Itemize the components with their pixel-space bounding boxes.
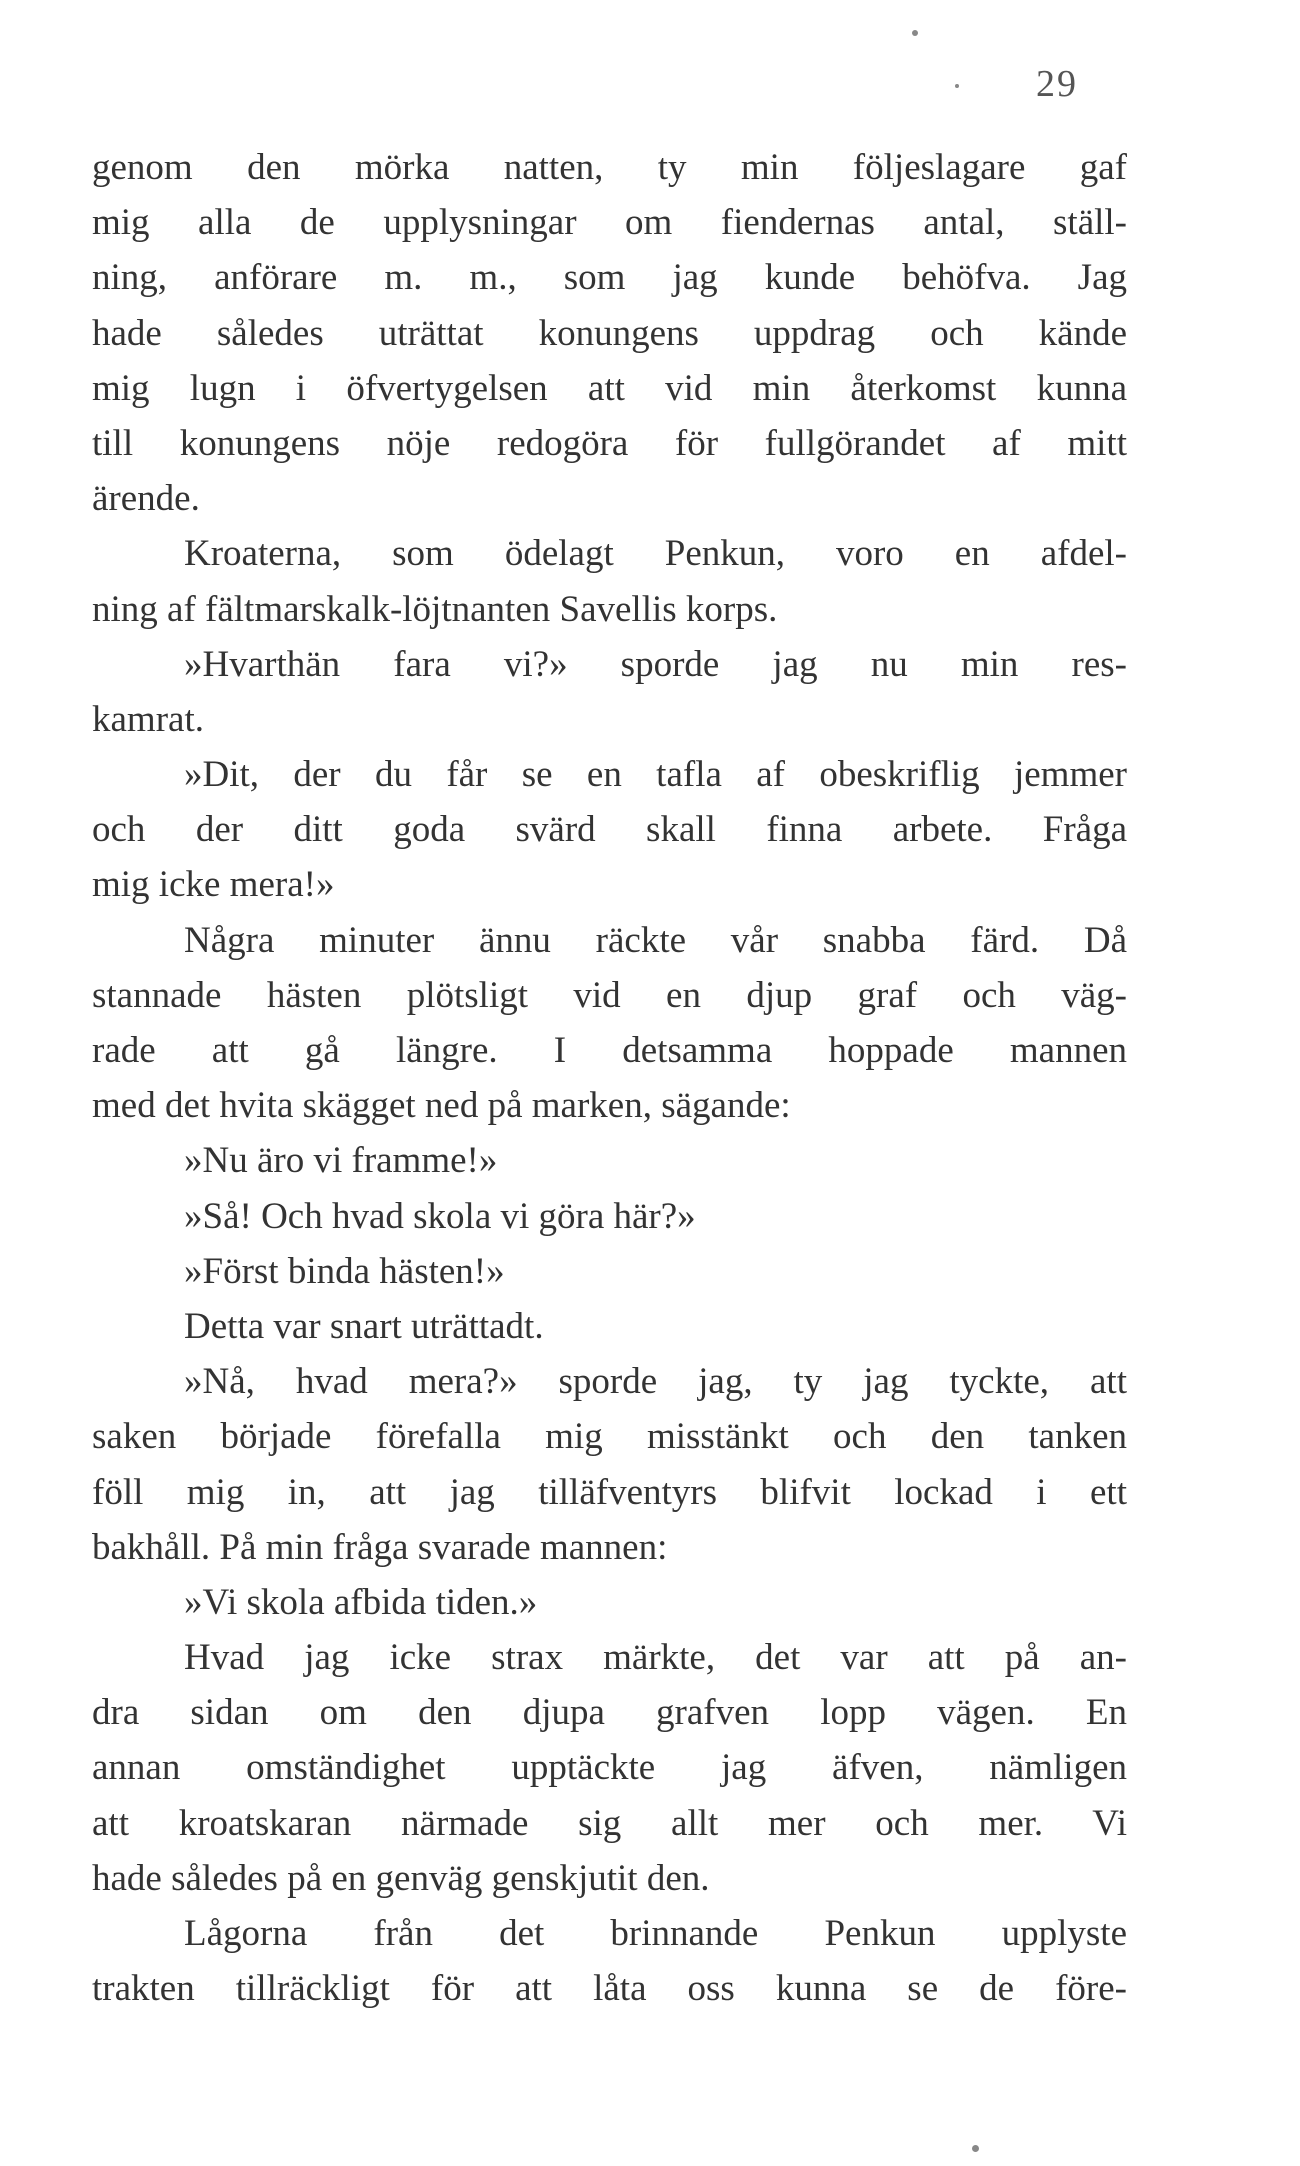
stray-mark-bottom: [972, 2145, 979, 2152]
text-line: mig lugn i öfvertygelsen att vid min återkomst kunna: [92, 367, 1127, 409]
text-line: bakhåll. På min fråga svarade mannen:: [92, 1526, 668, 1568]
text-line: ärende.: [92, 478, 200, 520]
text-line: genom den mörka natten, ty min följeslagare gaf: [92, 147, 1127, 188]
text-line: Lågorna från det brinnande Penkun upplyste: [184, 1913, 1127, 1954]
text-line: ning af fältmarskalk-löjtnanten Savellis korps.: [92, 588, 778, 630]
text-line: och der ditt goda svärd skall finna arbete. Fråga: [92, 809, 1127, 851]
text-line: dra sidan om den djupa grafven lopp vägen. En: [92, 1692, 1127, 1734]
text-line: mig alla de upplysningar om fiendernas antal, ställ-: [92, 202, 1127, 244]
text-line: saken började förefalla mig misstänkt och den tanken: [92, 1416, 1127, 1458]
text-line: trakten tillräckligt för att låta oss kunna se de före-: [92, 1968, 1127, 2010]
text-line: Kroaterna, som ödelagt Penkun, voro en afdel-: [184, 533, 1127, 575]
text-line: rade att gå längre. I detsamma hoppade mannen: [92, 1030, 1127, 1071]
page-number: 29: [1036, 63, 1078, 105]
text-line: »Så! Och hvad skola vi göra här?»: [184, 1195, 696, 1237]
text-line: hade således uträttat konungens uppdrag och kände: [92, 312, 1127, 354]
text-line: Detta var snart uträttadt.: [184, 1305, 544, 1347]
text-line: »Dit, der du får se en tafla af obeskriflig jemmer: [184, 754, 1127, 796]
text-line: kamrat.: [92, 698, 204, 740]
text-line: hade således på en genväg genskjutit den.: [92, 1857, 710, 1899]
text-line: mig icke mera!»: [92, 864, 335, 906]
text-line: ning, anförare m. m., som jag kunde behöfva. Jag: [92, 257, 1127, 299]
text-line: »Först binda hästen!»: [184, 1250, 505, 1292]
body-text: [92, 140, 1127, 2016]
text-line: till konungens nöje redogöra för fullgörandet af mitt: [92, 422, 1127, 464]
text-line: »Nu äro vi framme!»: [184, 1140, 498, 1182]
text-line: »Hvarthän fara vi?» sporde jag nu min res-: [184, 643, 1127, 685]
text-line: »Nå, hvad mera?» sporde jag, ty jag tyckte, att: [184, 1361, 1127, 1403]
text-line: Några minuter ännu räckte vår snabba färd. Då: [184, 919, 1127, 961]
text-line: att kroatskaran närmade sig allt mer och mer. Vi: [92, 1802, 1127, 1844]
text-line: föll mig in, att jag tilläfventyrs blifvit lockad i ett: [92, 1471, 1127, 1513]
text-line: stannade hästen plötsligt vid en djup graf och väg-: [92, 974, 1127, 1016]
stray-mark-header: [955, 84, 959, 88]
text-line: med det hvita skägget ned på marken, sägande:: [92, 1085, 791, 1127]
text-line: annan omständighet upptäckte jag äfven, nämligen: [92, 1747, 1127, 1789]
text-line: »Vi skola afbida tiden.»: [184, 1581, 538, 1623]
text-line: Hvad jag icke strax märkte, det var att på an-: [184, 1637, 1127, 1679]
stray-mark-top-right: [912, 30, 918, 36]
